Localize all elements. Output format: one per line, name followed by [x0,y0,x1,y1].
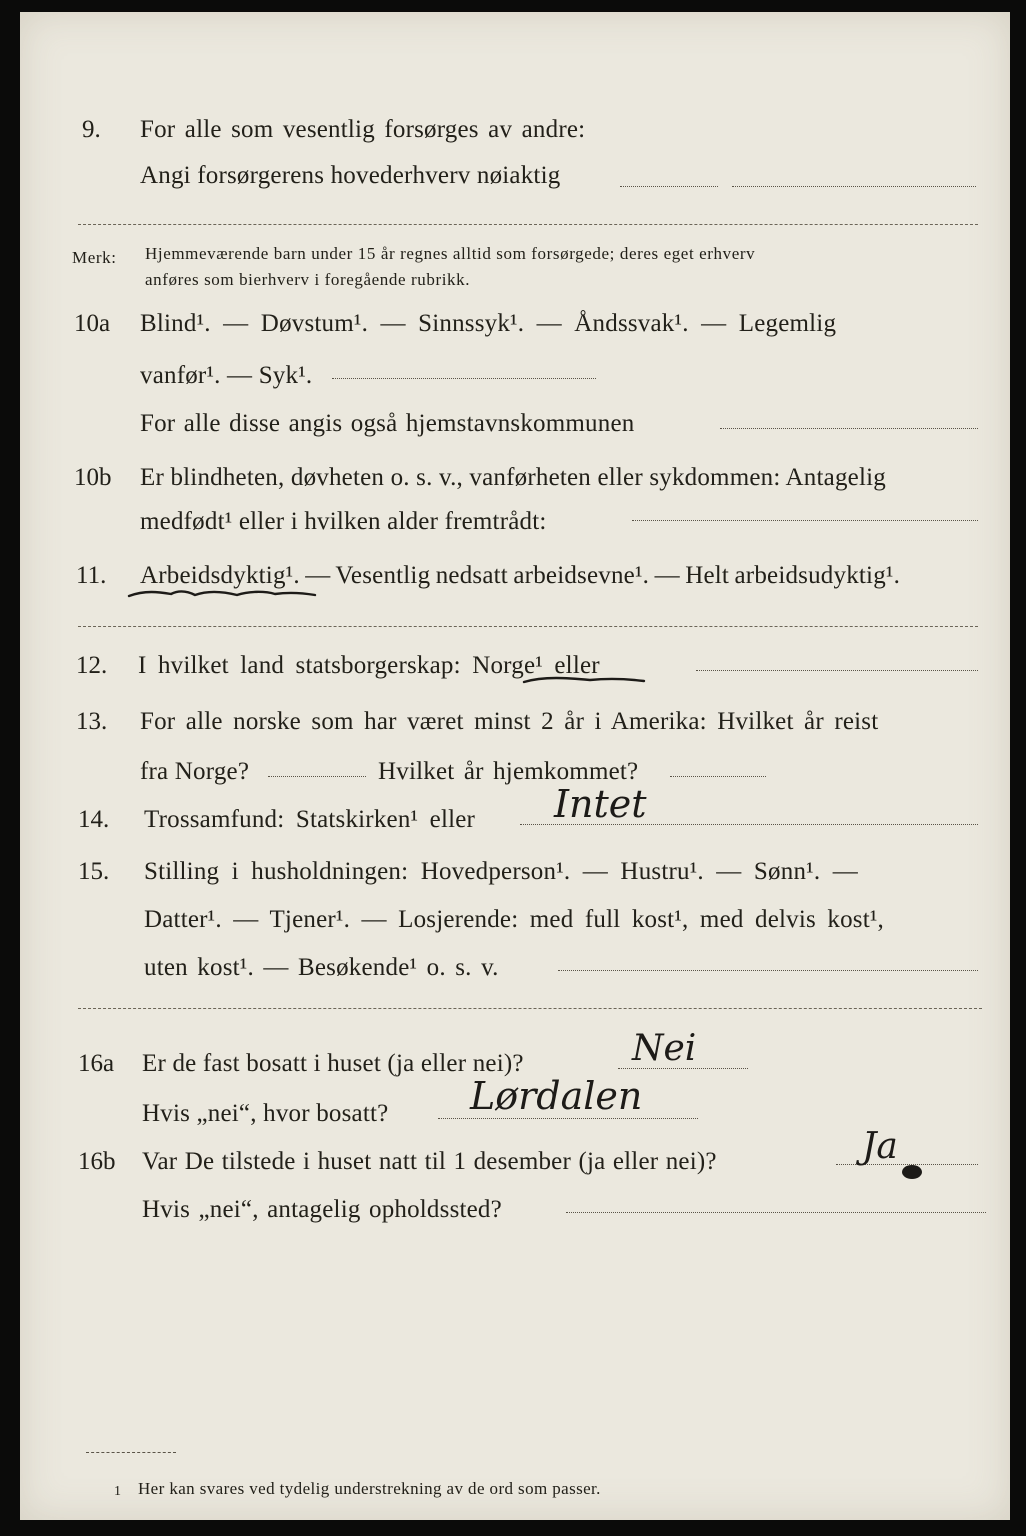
q14-line1: Trossamfund: Statskirken¹ eller [144,806,476,833]
q16a-number: 16a [78,1050,115,1077]
section-divider-2 [78,626,978,627]
merk-line1: Hjemmeværende barn under 15 år regnes alltid som forsørgede; deres eget erhverv [145,244,756,263]
q13-line2b: Hvilket år hjemkommet? [378,758,639,785]
q10b-line2: medfødt¹ eller i hvilken alder fremtrådt: [140,508,547,535]
q12-answer-line [696,670,978,671]
q9-line2: Angi forsørgerens hovederhverv nøiaktig [140,162,561,189]
q16a-residence-line [438,1118,698,1119]
q9-number: 9. [82,116,101,143]
footnote-text: Her kan svares ved tydelig understrekning av de ord som passer. [138,1479,601,1498]
q15-line2: Datter¹. — Tjener¹. — Losjerende: med full kost¹, med delvis kost¹, [144,906,884,933]
census-form-page [20,12,1010,1520]
q16b-line1: Var De tilstede i huset natt til 1 desember (ja eller nei)? [142,1148,717,1175]
q10a-number: 10a [74,310,111,337]
q9-line1: For alle som vesentlig forsørges av andre: [140,116,586,143]
q13-line2a: fra Norge? [140,758,250,785]
q13-line1: For alle norske som har været minst 2 år i Amerika: Hvilket år reist [140,708,879,735]
section-divider-3 [78,1008,982,1009]
q9-answer-line-2 [732,186,976,187]
q11-number: 11. [76,562,107,589]
q16a-handwritten-residence: Lørdalen [470,1074,643,1118]
q11-line1: Arbeidsdyktig¹. — Vesentlig nedsatt arbeidsevne¹. — Helt arbeidsudyktig¹. [140,562,901,589]
q12-line1: I hvilket land statsborgerskap: Norge¹ eller [138,652,600,679]
q11-underline-mark [125,582,325,606]
q16a-handwritten-answer: Nei [632,1028,697,1069]
q16b-handwritten-answer: Ja [862,1126,898,1167]
q12-underline-mark [520,670,650,690]
q12-number: 12. [76,652,108,679]
q10b-number: 10b [74,464,112,491]
section-divider [78,224,978,225]
q10a-line1: Blind¹. — Døvstum¹. — Sinnssyk¹. — Åndssvak¹. — Legemlig [140,310,837,337]
q16b-number: 16b [78,1148,116,1175]
q16a-line2: Hvis „nei“, hvor bosatt? [142,1100,389,1127]
q13-right-answer-line [670,776,766,777]
q10a-line2: vanfør¹. — Syk¹. [140,362,313,389]
q16b-line2: Hvis „nei“, antagelig opholdssted? [142,1196,502,1223]
q15-line1: Stilling i husholdningen: Hovedperson¹. — Hustru¹. — Sønn¹. — [144,858,858,885]
q13-left-answer-line [268,776,366,777]
merk-line2: anføres som bierhverv i foregående rubrikk. [145,270,471,289]
q15-answer-line [558,970,978,971]
footnote-marker: 1 [114,1484,122,1499]
q14-handwritten-answer: Intet [554,782,647,826]
q16b-whereabouts-line [566,1212,986,1213]
q16a-line1: Er de fast bosatt i huset (ja eller nei)? [142,1050,524,1077]
q15-number: 15. [78,858,110,885]
q13-number: 13. [76,708,108,735]
footnote-divider [86,1452,176,1453]
q14-number: 14. [78,806,110,833]
q9-answer-line [620,186,718,187]
merk-label: Merk: [72,248,117,267]
q10a-answer-line [332,378,596,379]
q10b-line1: Er blindheten, døvheten o. s. v., vanførheten eller sykdommen: Antagelig [140,464,886,491]
q15-line3: uten kost¹. — Besøkende¹ o. s. v. [144,954,499,981]
q10a-line3: For alle disse angis også hjemstavnskommunen [140,410,635,437]
q10a-hometown-line [720,428,978,429]
q10b-answer-line [632,520,978,521]
ink-blot [898,1162,926,1182]
